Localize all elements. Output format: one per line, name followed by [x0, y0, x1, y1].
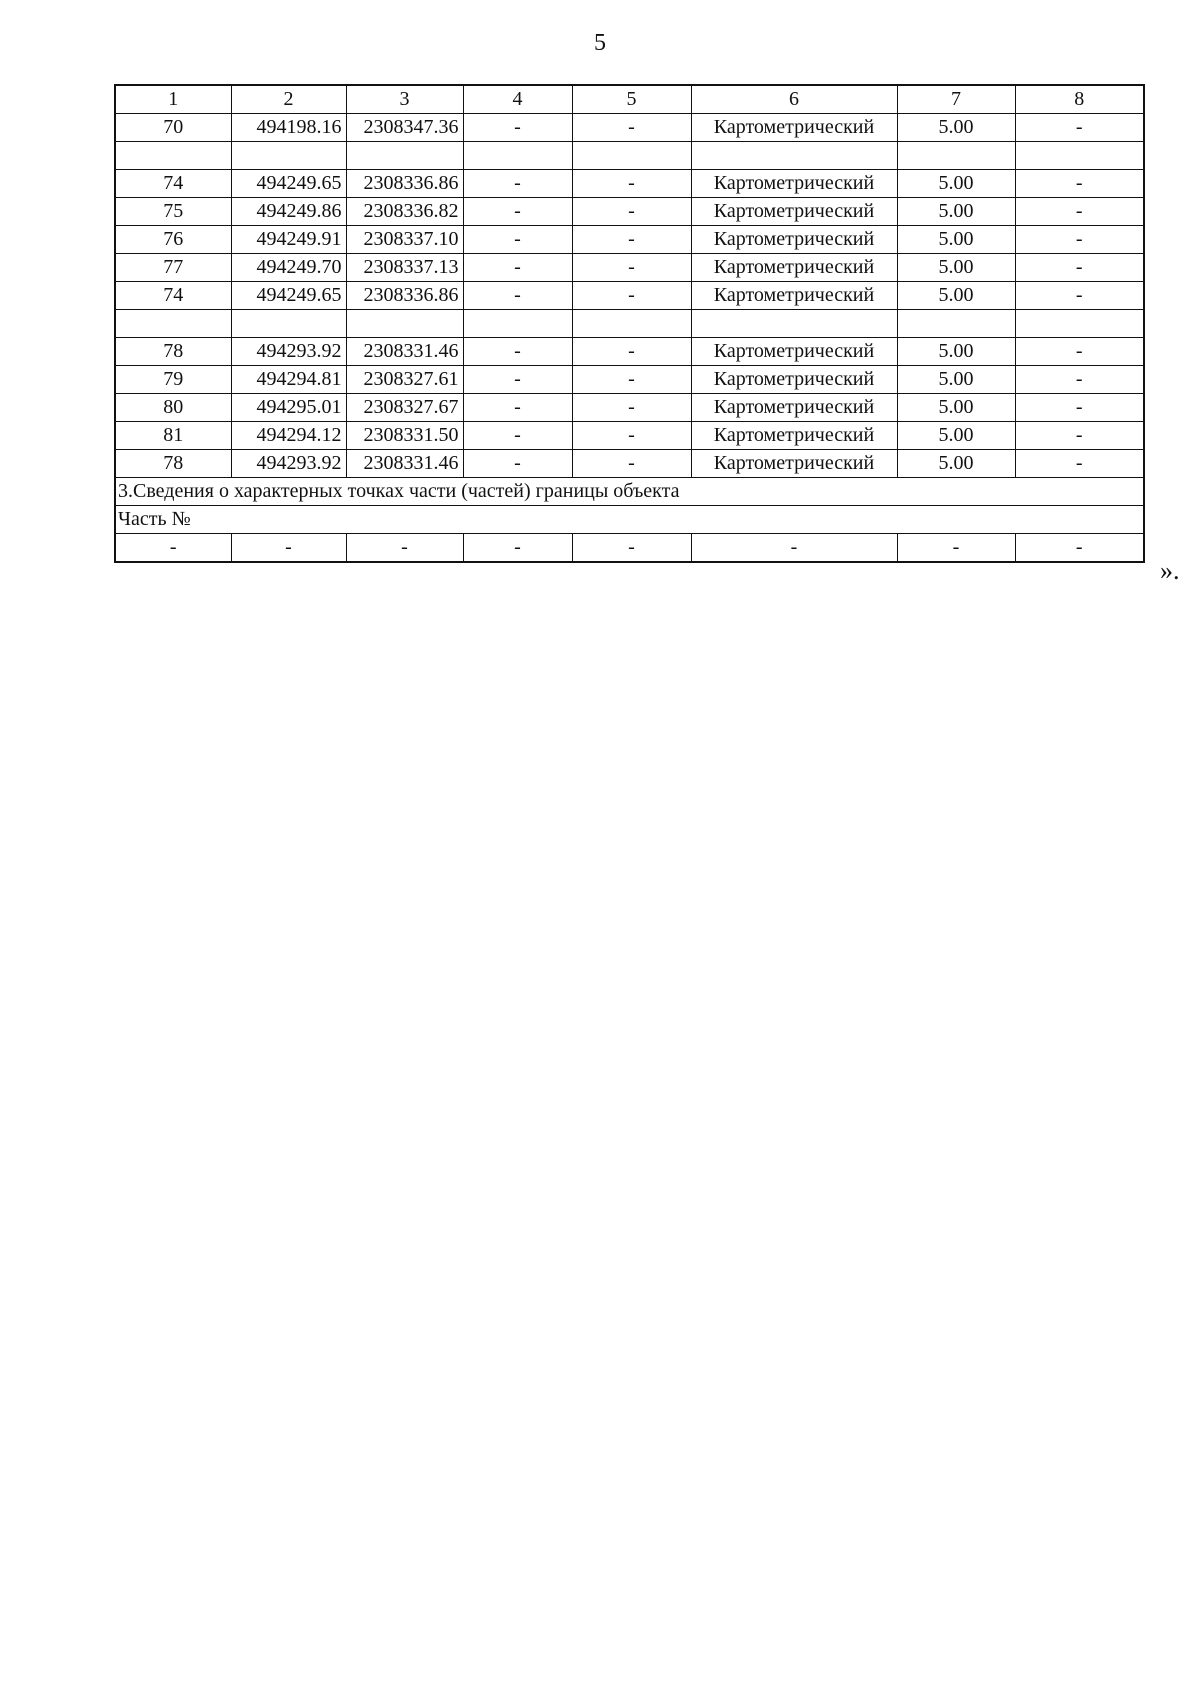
table-row [115, 422, 1144, 450]
table-cell: Картометрический [691, 338, 897, 366]
table-row [115, 198, 1144, 226]
last-row-cell: - [1015, 534, 1144, 563]
table-cell: 2308337.13 [346, 254, 463, 282]
table-cell: - [572, 170, 691, 198]
last-row-cell: - [897, 534, 1015, 563]
header-cell: 6 [691, 85, 897, 114]
table-cell: - [1015, 254, 1144, 282]
table-cell: - [1015, 366, 1144, 394]
table-cell: 5.00 [897, 338, 1015, 366]
table-cell: - [572, 254, 691, 282]
table-cell: 2308327.67 [346, 394, 463, 422]
table-cell [346, 310, 463, 338]
table-cell: 2308336.86 [346, 282, 463, 310]
table-cell [572, 310, 691, 338]
table-cell: 2308347.36 [346, 114, 463, 142]
table-cell: 78 [115, 450, 231, 478]
table-cell: 2308331.46 [346, 450, 463, 478]
header-cell: 4 [463, 85, 572, 114]
table-cell: 5.00 [897, 450, 1015, 478]
table-cell: Картометрический [691, 226, 897, 254]
table-cell: - [572, 198, 691, 226]
table-body [115, 85, 1144, 562]
table-cell [1015, 142, 1144, 170]
table-cell: - [463, 394, 572, 422]
header-cell: 8 [1015, 85, 1144, 114]
part-label-row [115, 506, 1144, 534]
table-cell [115, 310, 231, 338]
table-cell: Картометрический [691, 198, 897, 226]
page-number: 5 [594, 30, 606, 56]
last-row-cell: - [463, 534, 572, 563]
table-cell: - [463, 422, 572, 450]
table-cell: 5.00 [897, 282, 1015, 310]
table-cell: - [1015, 394, 1144, 422]
table-cell: - [1015, 198, 1144, 226]
table-row [115, 310, 1144, 338]
last-row-cell: - [115, 534, 231, 563]
table-cell: 494198.16 [231, 114, 346, 142]
table-row [115, 450, 1144, 478]
table-cell: 494249.65 [231, 282, 346, 310]
table-cell: - [463, 450, 572, 478]
table-row [115, 366, 1144, 394]
header-cell: 1 [115, 85, 231, 114]
table-cell: Картометрический [691, 422, 897, 450]
table-cell: 5.00 [897, 366, 1015, 394]
table-cell: Картометрический [691, 366, 897, 394]
last-row-cell: - [231, 534, 346, 563]
table-cell: 78 [115, 338, 231, 366]
table-cell: 5.00 [897, 226, 1015, 254]
last-row-cell: - [691, 534, 897, 563]
table-cell: - [463, 254, 572, 282]
table-cell: Картометрический [691, 114, 897, 142]
table-cell: - [1015, 450, 1144, 478]
table-row [115, 338, 1144, 366]
table-cell: - [1015, 114, 1144, 142]
table-cell: 80 [115, 394, 231, 422]
table-row [115, 394, 1144, 422]
table-cell: Картометрический [691, 254, 897, 282]
last-row [115, 534, 1144, 563]
table-cell: - [1015, 422, 1144, 450]
table-cell: 2308336.86 [346, 170, 463, 198]
table-cell: 75 [115, 198, 231, 226]
table-cell: 2308336.82 [346, 198, 463, 226]
section-title-row [115, 478, 1144, 506]
table-cell: - [572, 226, 691, 254]
table-cell: 81 [115, 422, 231, 450]
table-cell: 2308337.10 [346, 226, 463, 254]
header-cell: 2 [231, 85, 346, 114]
table-cell: 77 [115, 254, 231, 282]
table-cell: 2308327.61 [346, 366, 463, 394]
table-cell: 494294.12 [231, 422, 346, 450]
table-cell: 74 [115, 170, 231, 198]
table-cell: 5.00 [897, 198, 1015, 226]
table-cell: - [463, 198, 572, 226]
table-cell: 5.00 [897, 170, 1015, 198]
table-cell: Картометрический [691, 282, 897, 310]
table-cell [115, 142, 231, 170]
table-cell: 5.00 [897, 394, 1015, 422]
table-cell [691, 142, 897, 170]
table-row [115, 226, 1144, 254]
table-cell: - [1015, 282, 1144, 310]
table-cell: 494293.92 [231, 450, 346, 478]
table-cell: - [463, 282, 572, 310]
table-cell: - [572, 338, 691, 366]
table-cell [897, 142, 1015, 170]
table-cell: - [572, 366, 691, 394]
table-row [115, 282, 1144, 310]
table-cell: 494249.91 [231, 226, 346, 254]
table-cell: - [463, 226, 572, 254]
table-cell [231, 142, 346, 170]
table-cell: - [463, 114, 572, 142]
table-cell [463, 142, 572, 170]
table-cell: 2308331.50 [346, 422, 463, 450]
table-cell: - [572, 394, 691, 422]
table-cell: 2308331.46 [346, 338, 463, 366]
table-cell: - [1015, 338, 1144, 366]
table-row [115, 114, 1144, 142]
table-cell [691, 310, 897, 338]
table-cell: 5.00 [897, 422, 1015, 450]
table-cell: 76 [115, 226, 231, 254]
table-cell [231, 310, 346, 338]
table-cell [1015, 310, 1144, 338]
table-cell: - [572, 114, 691, 142]
table-cell: 5.00 [897, 254, 1015, 282]
part-label: Часть № [115, 506, 1144, 534]
section-title: 3.Сведения о характерных точках части (частей) границы объекта [115, 478, 1144, 506]
table-cell: Картометрический [691, 450, 897, 478]
table-cell: 494294.81 [231, 366, 346, 394]
table-row [115, 170, 1144, 198]
coordinates-table [114, 84, 1145, 563]
header-row [115, 85, 1144, 114]
table-cell: Картометрический [691, 394, 897, 422]
table-cell: 494293.92 [231, 338, 346, 366]
table-cell [897, 310, 1015, 338]
table-cell: - [463, 366, 572, 394]
table-cell: 494295.01 [231, 394, 346, 422]
table-cell [572, 142, 691, 170]
table-cell: 494249.65 [231, 170, 346, 198]
table-cell: 494249.86 [231, 198, 346, 226]
table-cell: 74 [115, 282, 231, 310]
table-cell [463, 310, 572, 338]
table-cell: 79 [115, 366, 231, 394]
header-cell: 5 [572, 85, 691, 114]
table-cell: - [572, 450, 691, 478]
header-cell: 3 [346, 85, 463, 114]
table-cell: - [463, 338, 572, 366]
table-cell: - [463, 170, 572, 198]
header-cell: 7 [897, 85, 1015, 114]
table-cell: - [1015, 226, 1144, 254]
table-cell: 70 [115, 114, 231, 142]
last-row-cell: - [572, 534, 691, 563]
table-row [115, 254, 1144, 282]
table-cell: 5.00 [897, 114, 1015, 142]
table-cell: - [1015, 170, 1144, 198]
table-cell [346, 142, 463, 170]
last-row-cell: - [346, 534, 463, 563]
closing-quote: ». [1160, 556, 1180, 585]
table-cell: Картометрический [691, 170, 897, 198]
table-cell: - [572, 422, 691, 450]
table-cell: - [572, 282, 691, 310]
table-row [115, 142, 1144, 170]
table-cell: 494249.70 [231, 254, 346, 282]
